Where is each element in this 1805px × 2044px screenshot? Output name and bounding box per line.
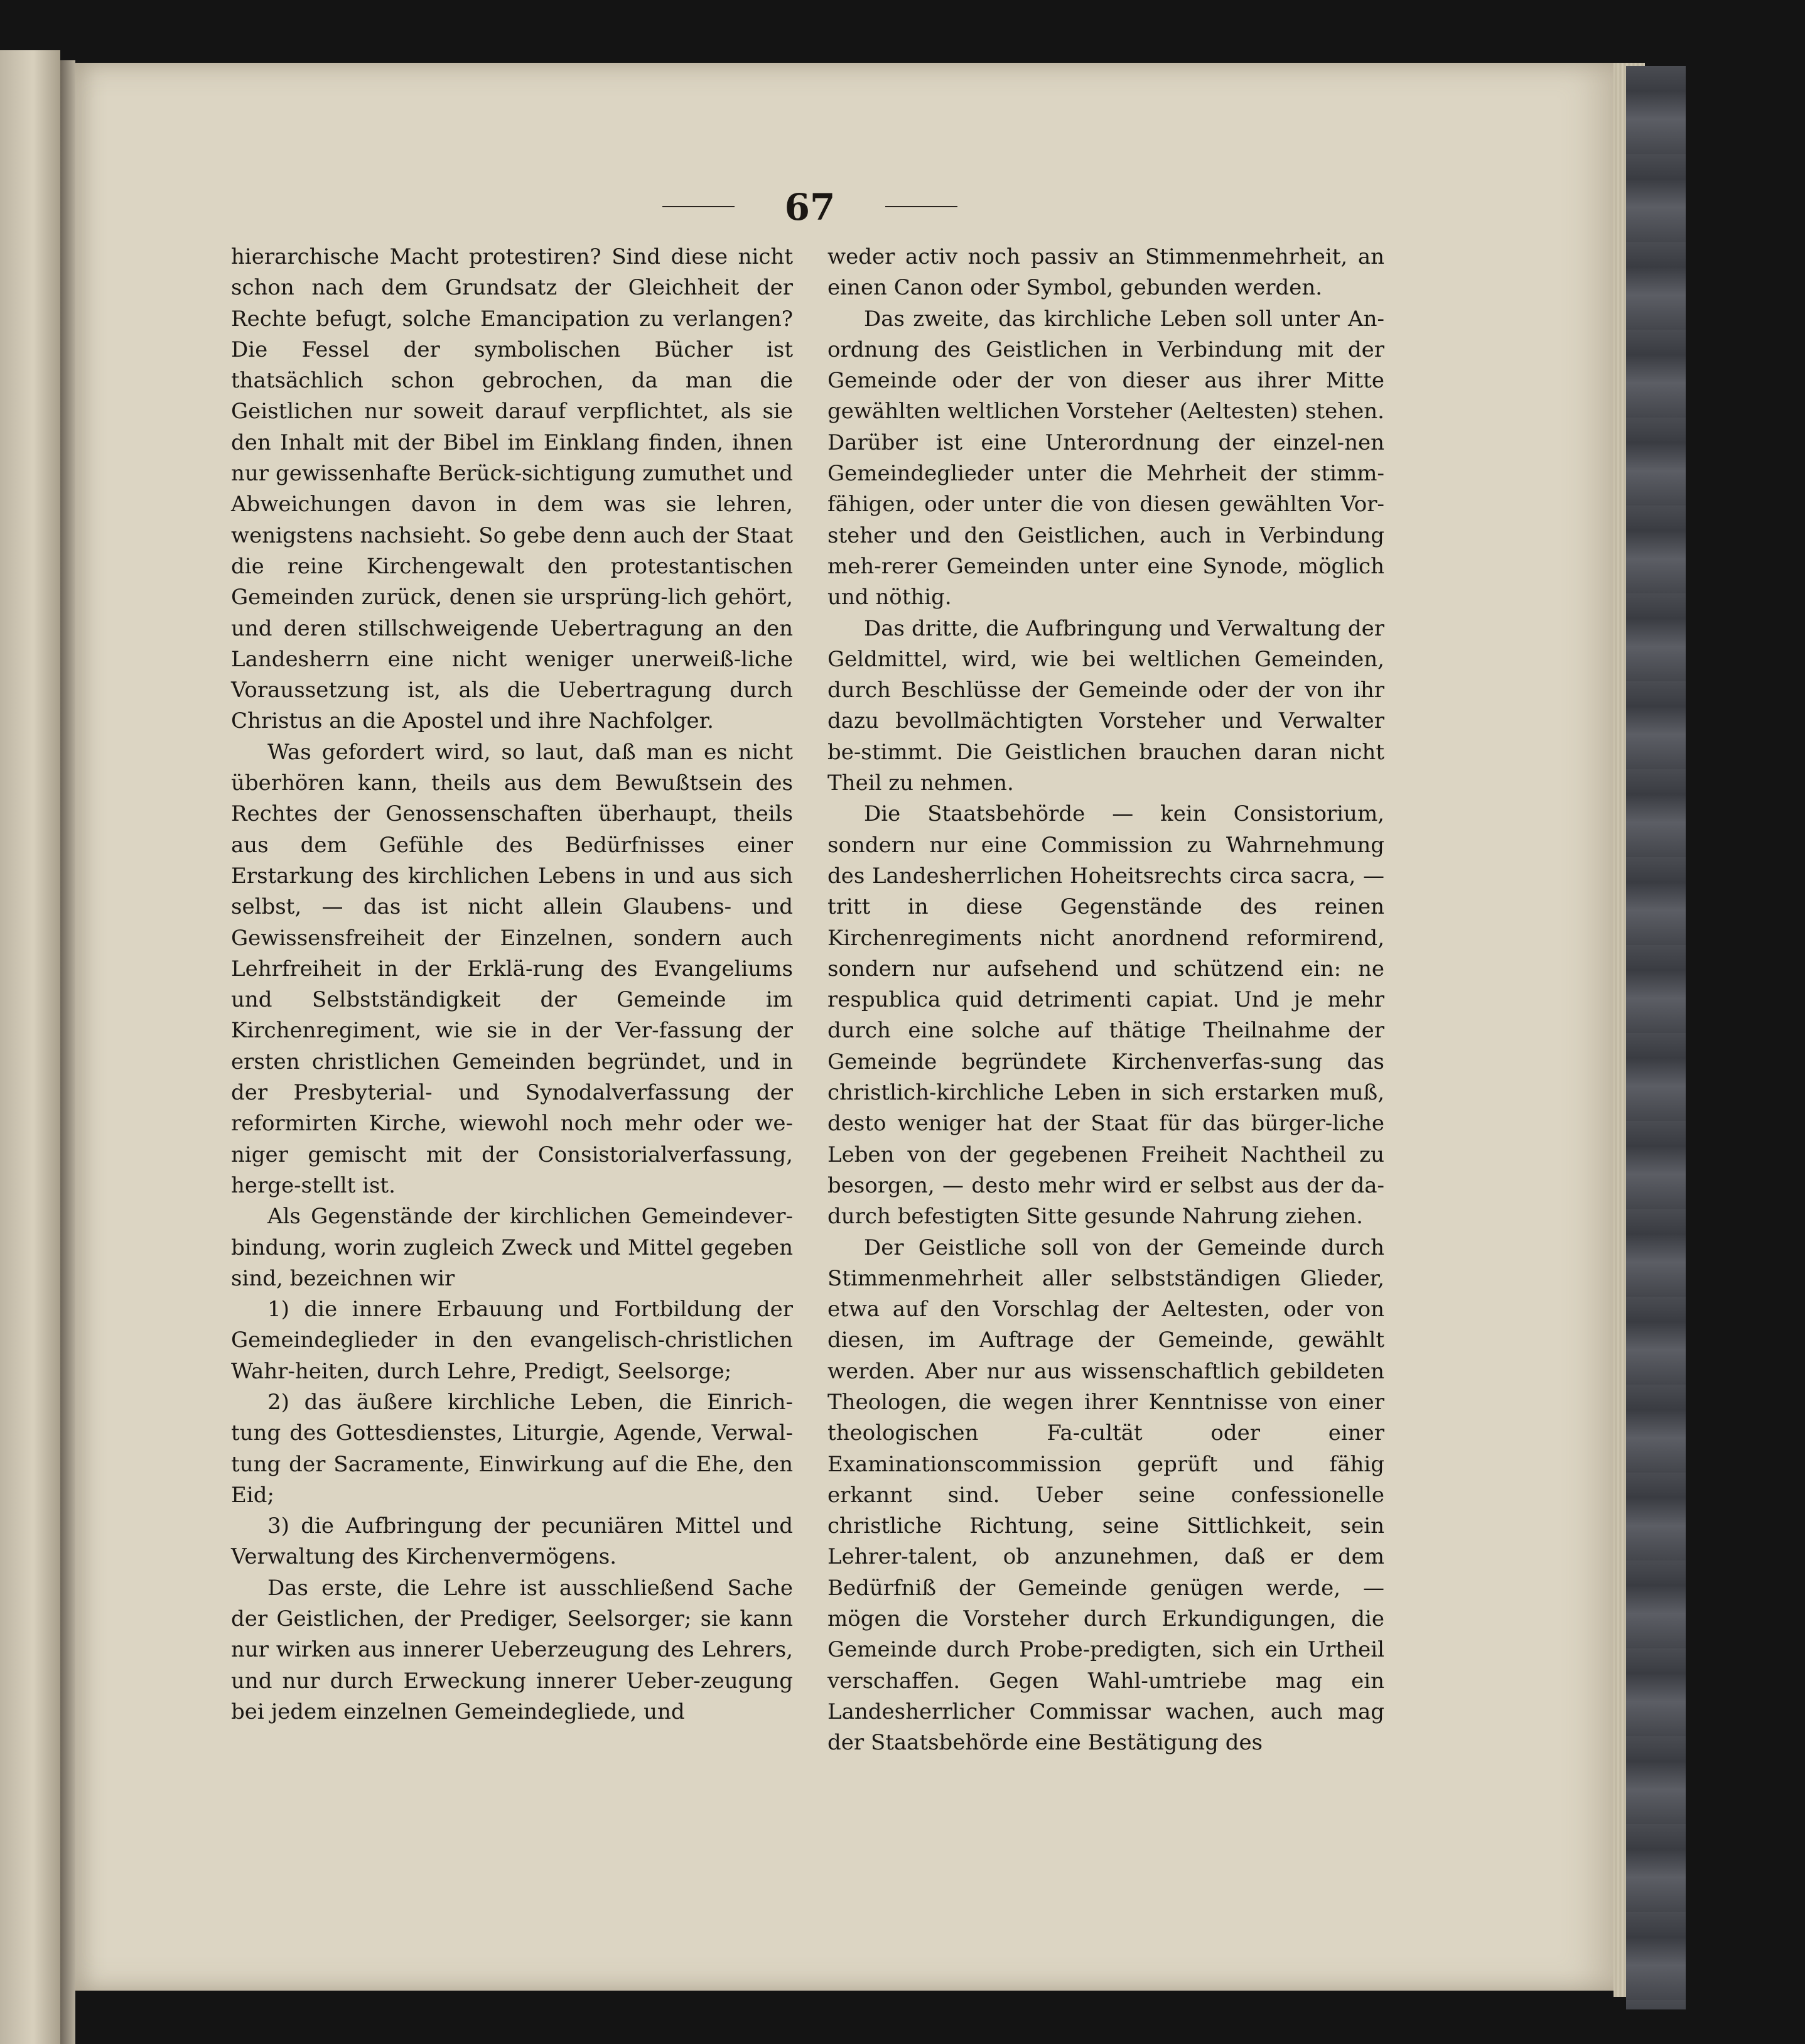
paragraph: Das erste, die Lehre ist ausschließend Sache der Geistlichen, der Prediger, Seelsorger; sie kann nur wirken aus innerer Ueberzeugung des Lehrers, und nur durch Erweckung innerer Ueber-zeugung bei jedem einzelnen Gemeindegliede, und bbox=[231, 1575, 793, 1724]
paragraph: Was gefordert wird, so laut, daß man es nicht überhören kann, theils aus dem Bewußtsein des Rechtes der Genossenschaften überhaupt, theils aus dem Gefühle des Bedürfnisses einer Erstarkung des kirchlichen Lebens in und aus sich selbst, — das ist nicht allein Glaubens- und Gewissensfreiheit der Einzelnen, sondern auch Lehrfreiheit in der Erklä-rung des Evangeliums und Selbstständigkeit der Gemeinde im Kirchenregiment, wie sie in der Ver-fassung der ersten christlichen Gemeinden begründet, und in der Presbyterial- und Synodalverfassung der reformirten Kirche, wiewohl noch mehr oder we-niger gemischt mit der Consistorialverfassung, herge-stellt ist. bbox=[231, 739, 793, 1198]
book-cover-edge bbox=[1626, 66, 1686, 2009]
header-rule-left bbox=[662, 206, 735, 207]
previous-page-edge bbox=[0, 50, 60, 2044]
list-item: 2) das äußere kirchliche Leben, die Einrich-tung des Gottesdienstes, Liturgie, Agende, Verwal-tung der Sacramente, Einwirkung auf die Ehe, den Eid; bbox=[231, 1389, 793, 1508]
list-item: 3) die Aufbringung der pecuniären Mittel und Verwaltung des Kirchenvermögens. bbox=[231, 1513, 793, 1570]
page-number: 67 bbox=[784, 186, 836, 229]
paragraph: Als Gegenstände der kirchlichen Gemeindever-bindung, worin zugleich Zweck und Mittel gegeben sind, bezeichnen wir bbox=[231, 1204, 793, 1291]
page-header bbox=[662, 182, 957, 232]
paragraph: Das zweite, das kirchliche Leben soll unter An-ordnung des Geistlichen in Verbindung mit der Gemeinde oder der von dieser aus ihrer Mitte gewählten weltlichen Vorsteher (Aeltesten) stehen. Darüber ist eine Unterordnung der einzel-nen Gemeindeglieder unter die Mehrheit der stimm-fähigen, oder unter die von diesen gewählten Vor-steher und den Geistlichen, auch in Verbindung meh-rerer Gemeinden unter eine Synode, möglich und nöthig. bbox=[827, 306, 1384, 610]
paragraph: hierarchische Macht protestiren? Sind diese nicht schon nach dem Grundsatz der Gleichheit der Rechte befugt, solche Emancipation zu verlangen? Die Fessel der symbolischen Bücher ist thatsächlich schon gebrochen, da man die Geistlichen nur soweit darauf verpflichtet, als sie den Inhalt mit der Bibel im Einklang finden, ihnen nur gewissenhafte Berück-sichtigung zumuthet und Abweichungen davon in dem was sie lehren, wenigstens nachsieht. So gebe denn auch der Staat die reine Kirchengewalt den protestantischen Gemeinden zurück, denen sie ursprüng-lich gehört, und deren stillschweigende Uebertragung an den Landesherrn eine nicht weniger unerweiß-liche Voraussetzung ist, als die Uebertragung durch Christus an die Apostel und ihre Nachfolger. bbox=[231, 244, 793, 734]
paragraph: Das dritte, die Aufbringung und Verwaltung der Geldmittel, wird, wie bei weltlichen Gemeinden, durch Beschlüsse der Gemeinde oder der von ihr dazu bevollmächtigten Vorsteher und Verwalter be-stimmt. Die Geistlichen brauchen daran nicht Theil zu nehmen. bbox=[827, 615, 1384, 796]
book-gutter bbox=[60, 60, 75, 2044]
list-item: 1) die innere Erbauung und Fortbildung der Gemeindeglieder in den evangelisch-christlichen Wahr-heiten, durch Lehre, Predigt, Seelsorge; bbox=[231, 1297, 793, 1384]
paragraph: weder activ noch passiv an Stimmenmehrheit, an einen Canon oder Symbol, gebunden werden. bbox=[827, 244, 1384, 301]
left-column bbox=[231, 242, 793, 1728]
paragraph: Die Staatsbehörde — kein Consistorium, sondern nur eine Commission zu Wahrnehmung des Landesherrlichen Hoheitsrechts circa sacra, — tritt in diese Gegenstände des reinen Kirchenregiments nicht anordnend reformirend, sondern nur aufsehend und schützend ein: ne respublica quid detrimenti capiat. Und je mehr durch eine solche auf thätige Theilnahme der Gemeinde begründete Kirchenverfas-sung das christlich-kirchliche Leben in sich erstarken muß, desto weniger hat der Staat für das bürger-liche Leben von der gegebenen Freiheit Nachtheil zu besorgen, — desto mehr wird er selbst aus der da-durch befestigten Sitte gesunde Nahrung ziehen. bbox=[827, 801, 1384, 1230]
header-rule-right bbox=[885, 206, 957, 207]
paragraph: Der Geistliche soll von der Gemeinde durch Stimmenmehrheit aller selbstständigen Glieder, etwa auf den Vorschlag der Aeltesten, oder von diesen, im Auftrage der Gemeinde, gewählt werden. Aber nur aus wissenschaftlich gebildeten Theologen, die wegen ihrer Kenntnisse von einer theologischen Fa-cultät oder einer Examinationscommission geprüft und fähig erkannt sind. Ueber seine confessionelle christliche Richtung, seine Sittlichkeit, sein Lehrer-talent, ob anzunehmen, daß er dem Bedürfniß der Gemeinde genügen werde, — mögen die Vorsteher durch Erkundigungen, die Gemeinde durch Probe-predigten, sich ein Urtheil verschaffen. Gegen Wahl-umtriebe mag ein Landesherrlicher Commissar wachen, auch mag der Staatsbehörde eine Bestätigung des bbox=[827, 1235, 1384, 1756]
right-column bbox=[827, 242, 1384, 1759]
